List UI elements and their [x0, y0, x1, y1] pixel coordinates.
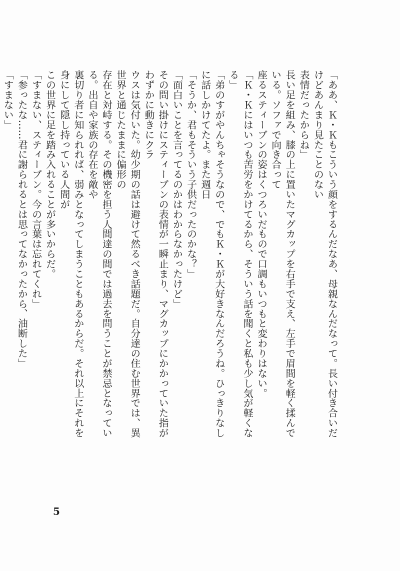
text-line: その問い掛けにスティーブンの表情が一瞬止まり、マグカップにかかっていた指がわずかに動きにクラ: [142, 70, 168, 438]
page-number: 5: [53, 507, 60, 518]
text-line: 座るスティーブンの姿はくつろいだもので口調もいつもと変わりはない。: [255, 70, 267, 399]
text-line: ウスは気付いた。幼少期の話は避けて然るべき話題だ。自分達の住む世界では、異世界と通じたままに偏形の: [114, 70, 140, 438]
text-line: 「参ったな……君に謝られるとは思ってなかったから、油断した」: [15, 70, 27, 369]
text-line: 「すまない」: [1, 70, 13, 130]
text-line: 「Ｋ・Ｋにはいつも苦労をかけてるから、そういう話を聞くと私も少し気が軽くなる」: [227, 70, 253, 438]
text-line: この世界に足を踏み入れることが多いからだ。: [44, 70, 56, 279]
text-line: 表情だったからね」: [297, 70, 309, 160]
text-line: 「面白いことを言ってるのかはわからなかったけど」: [170, 70, 182, 309]
vertical-text-body: [1, 70, 338, 442]
text-line: 「そうか、君もそういう子供だったのかな？」: [185, 70, 197, 279]
text-line: 長い足を組み、膝の上に置いたマグカップを右手で支え、左手で眉間を軽く揉んでいる。ソファで向き合って: [269, 70, 295, 438]
text-line: 「ああ、Ｋ・Ｋもこういう顔をするんだなあ、母親なんだなって。長い付き合いだけどあんまり見たことのない: [311, 70, 337, 438]
text-line: 「すまない、スティーブン。今の言葉は忘れてくれ」: [30, 70, 42, 309]
text-line: 存在と対峙する。その機密を担う人間達の間では過去を問うことが禁忌となっている。出自や家族の存在を敵や: [86, 70, 112, 438]
text-line: 裏切り者に知られれば、弱みとなってしまうこともあるからだ。それ以上にそれを身にして隠し持っている人間が: [58, 70, 84, 438]
text-line: 「弟のすがやんちゃそうなので、でもＫ・Ｋが大好きなんだろうね。ひっきりなしに話しかけてたよ。また週日: [199, 70, 225, 438]
